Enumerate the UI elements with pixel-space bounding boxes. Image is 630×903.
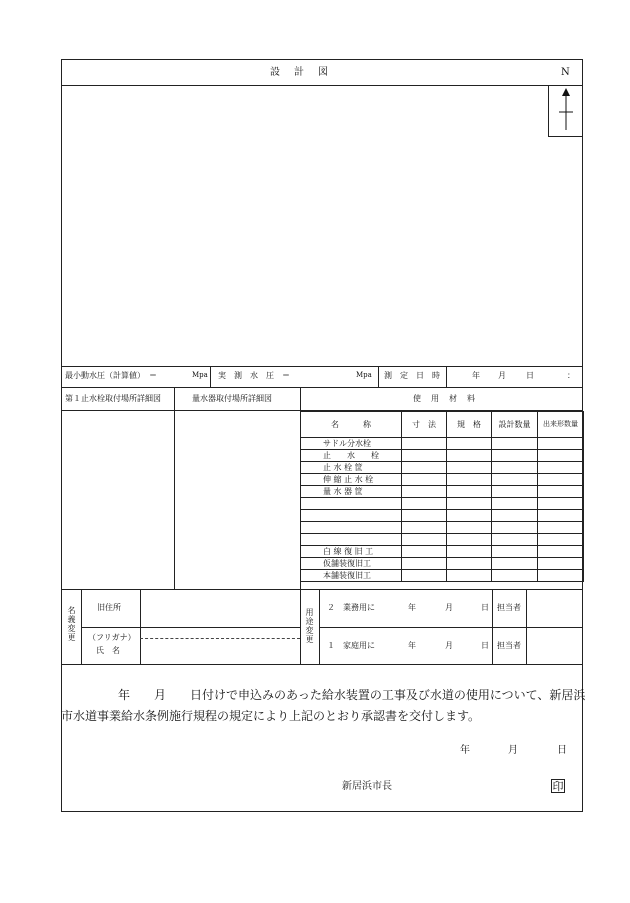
material-value-cell xyxy=(402,510,447,522)
min-pressure-unit: Mpa xyxy=(192,371,208,379)
material-value-cell xyxy=(402,498,447,510)
material-value-cell xyxy=(447,438,492,450)
materials-header: 使 用 材 料 xyxy=(413,394,476,403)
north-label: N xyxy=(561,67,570,78)
material-value-cell xyxy=(538,486,584,498)
material-name-cell: 止 水 栓 xyxy=(301,450,402,462)
household-person-label: 担当者 xyxy=(497,641,521,650)
material-value-cell xyxy=(492,486,538,498)
material-value-cell xyxy=(447,546,492,558)
material-value-cell xyxy=(402,522,447,534)
furigana-dashed-line xyxy=(140,638,300,639)
material-value-cell xyxy=(447,510,492,522)
material-name-cell: 仮舗装復旧工 xyxy=(301,558,402,570)
business-use-label: ２ 業務用に xyxy=(327,603,375,612)
material-value-cell xyxy=(402,486,447,498)
measured-pressure-unit: Mpa xyxy=(356,371,372,379)
business-year: 年 xyxy=(408,603,416,612)
material-value-cell xyxy=(492,570,538,582)
title-divider xyxy=(61,85,583,86)
material-value-cell xyxy=(402,546,447,558)
table-row xyxy=(301,486,584,498)
measured-pressure-label: 実 測 水 圧 ＝ xyxy=(218,371,290,380)
household-use-label: １ 家庭用に xyxy=(327,641,375,650)
material-name-cell xyxy=(301,522,402,534)
measure-date-label: 測 定 日 時 xyxy=(384,371,440,380)
col-size: 寸 法 xyxy=(402,412,447,438)
person-label-divider xyxy=(492,589,493,664)
material-value-cell xyxy=(538,522,584,534)
north-box-left xyxy=(548,85,549,136)
material-value-cell xyxy=(447,450,492,462)
material-name-cell xyxy=(301,510,402,522)
material-value-cell xyxy=(492,474,538,486)
measure-year: 年 xyxy=(472,371,480,380)
material-value-cell xyxy=(492,558,538,570)
material-value-cell xyxy=(447,462,492,474)
material-value-cell xyxy=(538,534,584,546)
pressure-divider-1 xyxy=(210,366,211,387)
min-pressure-label: 最小動水圧（計算値） ＝ xyxy=(65,371,157,380)
material-name-cell: サドル分水栓 xyxy=(301,438,402,450)
material-value-cell xyxy=(538,462,584,474)
material-value-cell xyxy=(447,522,492,534)
material-value-cell xyxy=(402,474,447,486)
materials-header-row xyxy=(301,412,584,438)
pressure-row-bottom xyxy=(61,387,583,388)
material-value-cell xyxy=(538,438,584,450)
table-row xyxy=(301,534,584,546)
material-value-cell xyxy=(492,498,538,510)
material-value-cell xyxy=(492,546,538,558)
material-value-cell xyxy=(538,546,584,558)
household-day: 日 xyxy=(481,641,489,650)
use-change-left xyxy=(300,589,301,664)
material-value-cell xyxy=(538,570,584,582)
person-field-divider xyxy=(526,589,527,664)
material-name-cell xyxy=(301,498,402,510)
material-value-cell xyxy=(402,438,447,450)
approval-line-1: 年 月 日付けで申込みのあった給水装置の工事及び水道の使用について、新居浜 xyxy=(118,688,586,702)
table-row xyxy=(301,462,584,474)
meter-detail-header: 量水器取付場所詳細図 xyxy=(192,394,272,403)
north-arrow-icon xyxy=(558,88,574,132)
material-value-cell xyxy=(402,450,447,462)
material-value-cell xyxy=(492,450,538,462)
materials-table xyxy=(300,411,584,582)
measure-month: 月 xyxy=(498,371,506,380)
material-value-cell xyxy=(447,534,492,546)
table-row xyxy=(301,522,584,534)
material-value-cell xyxy=(538,498,584,510)
material-value-cell xyxy=(492,438,538,450)
seal-mark: 印 xyxy=(552,780,564,793)
table-row xyxy=(301,474,584,486)
approval-year: 年 xyxy=(460,745,470,756)
change-section-bottom xyxy=(61,664,583,665)
detail-divider-1 xyxy=(174,387,175,589)
material-name-cell: 白 線 復 旧 工 xyxy=(301,546,402,558)
old-address-label: 旧住所 xyxy=(97,603,121,612)
name-label: 氏 名 xyxy=(96,646,120,655)
name-change-mid-line xyxy=(81,627,300,628)
material-value-cell xyxy=(538,474,584,486)
material-value-cell xyxy=(538,510,584,522)
furigana-label: （フリガナ） xyxy=(88,633,136,642)
form-title: 設 計 図 xyxy=(270,67,330,78)
household-month: 月 xyxy=(445,641,453,650)
table-row xyxy=(301,510,584,522)
material-value-cell xyxy=(402,534,447,546)
mayor-label: 新居浜市長 xyxy=(342,781,392,792)
material-name-cell: 量 水 器 筐 xyxy=(301,486,402,498)
material-value-cell xyxy=(447,570,492,582)
approval-day: 日 xyxy=(557,745,567,756)
material-value-cell xyxy=(447,486,492,498)
col-actual-qty: 出来形数量 xyxy=(538,412,584,438)
table-row xyxy=(301,570,584,582)
material-name-cell: 本舗装復旧工 xyxy=(301,570,402,582)
north-box-bottom xyxy=(548,136,583,137)
table-row xyxy=(301,546,584,558)
approval-month: 月 xyxy=(508,745,518,756)
material-value-cell xyxy=(402,570,447,582)
material-name-cell: 止 水 栓 筐 xyxy=(301,462,402,474)
table-row xyxy=(301,558,584,570)
material-value-cell xyxy=(447,558,492,570)
col-spec: 規 格 xyxy=(447,412,492,438)
material-value-cell xyxy=(447,498,492,510)
table-row xyxy=(301,450,584,462)
material-name-cell xyxy=(301,534,402,546)
name-change-vertical-label: 名義変更 xyxy=(67,606,76,642)
material-value-cell xyxy=(447,474,492,486)
measure-colon: ： xyxy=(567,371,575,380)
business-day: 日 xyxy=(481,603,489,612)
col-name: 名 称 xyxy=(301,412,402,438)
material-value-cell xyxy=(492,522,538,534)
pressure-divider-3 xyxy=(446,366,447,387)
material-value-cell xyxy=(492,510,538,522)
material-value-cell xyxy=(492,462,538,474)
material-value-cell xyxy=(402,558,447,570)
material-value-cell xyxy=(538,450,584,462)
use-change-mid-line xyxy=(319,627,583,628)
business-person-label: 担当者 xyxy=(497,603,521,612)
material-value-cell xyxy=(492,534,538,546)
col-design-qty: 設計数量 xyxy=(492,412,538,438)
table-row xyxy=(301,438,584,450)
use-change-vertical-label: 用途変更 xyxy=(305,608,314,644)
pressure-row-top xyxy=(61,366,583,367)
table-row xyxy=(301,498,584,510)
stop-valve-detail-header: 第１止水栓取付場所詳細図 xyxy=(65,394,161,403)
material-value-cell xyxy=(402,462,447,474)
measure-day: 日 xyxy=(526,371,534,380)
household-year: 年 xyxy=(408,641,416,650)
business-month: 月 xyxy=(445,603,453,612)
material-name-cell: 伸 縮 止 水 栓 xyxy=(301,474,402,486)
material-value-cell xyxy=(538,558,584,570)
approval-line-2: 市水道事業給水条例施行規程の規定により上記のとおり承認書を交付します。 xyxy=(61,709,481,723)
pressure-divider-2 xyxy=(378,366,379,387)
